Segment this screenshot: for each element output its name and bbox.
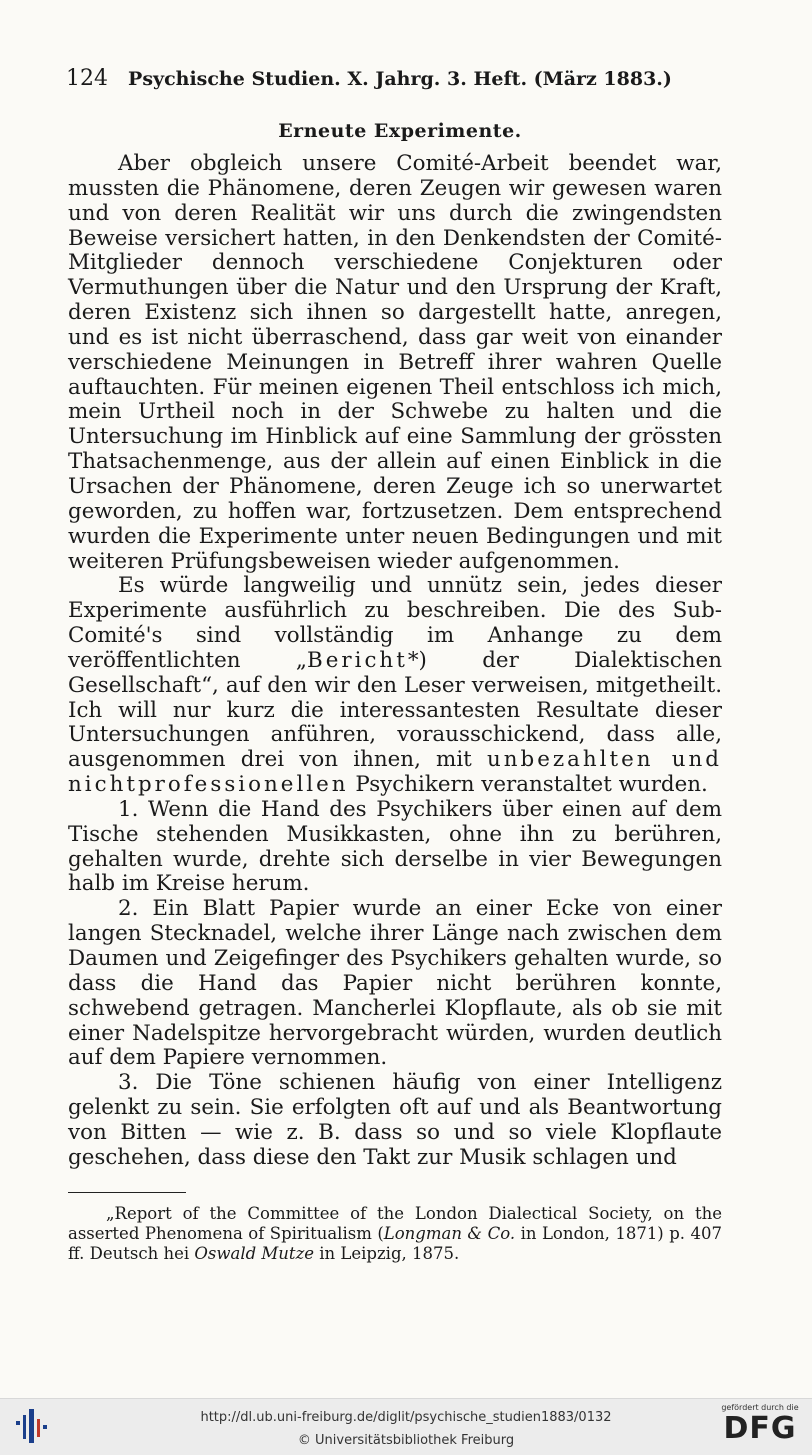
footnote: [68, 1204, 722, 1264]
running-title: Psychische Studien. X. Jahrg. 3. Heft. (März 1883.): [128, 68, 672, 90]
text-run: Es würde langweilig und unnütz sein, jedes dieser Experimente ausführlich zu beschreiben. Die des Sub-Comité's sind vollständig im Anhange zu dem veröffentlichten „: [68, 573, 722, 673]
paragraph: 1. Wenn die Hand des Psychikers über einen auf dem Tische stehenden Musikkasten, ohne ihn zu berühren, gehalten wurde, drehte sich derselbe in vier Bewegungen halb im Kreise herum.: [68, 796, 722, 897]
dfg-logo: [716, 1403, 804, 1446]
paragraph: 3. Die Töne schienen häufig von einer Intelligenz gelenkt zu sein. Sie erfolgten oft auf und als Beantwortung von Bitten — wie z. B. dass so und so viele Klopflaute geschehen, dass diese den Takt zur Musik schlagen und: [68, 1070, 722, 1170]
footnote-paragraph: [68, 1204, 722, 1264]
running-header: [66, 66, 722, 91]
dfg-wordmark: DFG: [723, 1411, 797, 1446]
paragraph: [68, 574, 722, 798]
section-heading: Erneute Experimente.: [278, 120, 522, 142]
body-text: [68, 152, 722, 1171]
text-run: in London, 1871) p. 407 ff. Deutsch hei: [68, 1224, 722, 1263]
text-run: in Leipzig, 1875.: [314, 1244, 460, 1263]
footnote-rule: [68, 1192, 186, 1193]
publisher-name: Longman & Co.: [383, 1224, 516, 1243]
paragraph: Aber obgleich unsere Comité-Arbeit beendet war, mussten die Phänomene, deren Zeugen wir gewesen waren und von deren Realität wir uns durch die zwingendsten Beweise versichert hatten, in den Denkendsten der Comité-Mitglieder dennoch verschiedene Conjekturen oder Vermuthungen über die Natur und den Ursprung der Kraft, deren Existenz sich ihnen so dargestellt hatte, anregen, und es ist nicht überraschend, dass gar weit von einander verschiedene Meinungen in Betreff ihrer wahren Quelle auftauchten. Für meinen eigenen Theil entschloss ich mich, mein Urtheil noch in der Schwebe zu halten und die Untersuchung im Hinblick auf eine Sammlung der grössten Thatsachenmenge, aus der allein auf einen Einblick in die Ursachen der Phänomene, deren Zeuge ich so unerwartet geworden, zu hoffen war, fortzusetzen. Dem entsprechend wurden die Experimente unter neuen Bedingungen und mit weiteren Prüfungsbeweisen wieder aufgenommen.: [68, 151, 722, 574]
funded-by-label: gefördert durch die: [721, 1403, 799, 1412]
document-url[interactable]: http://dl.ub.uni-freiburg.de/diglit/psychische_studien1883/0132: [200, 1410, 612, 1425]
viewer-footer: [0, 1398, 812, 1455]
text-run: Psychikern veranstaltet wurden.: [355, 772, 708, 798]
paragraph: 2. Ein Blatt Papier wurde an einer Ecke von einer langen Stecknadel, welche ihrer Länge nach zwischen dem Daumen und Zeigefinger des Psychikers gehalten wurde, so dass die Hand das Papier nicht berühren konnte, schwebend getragen. Mancherlei Klopflaute, als ob sie mit einer Nadelspitze hervorgebracht würden, wurden deutlich auf dem Papiere vernommen.: [68, 896, 722, 1071]
text-run: *) der Dialektischen Gesellschaft“, auf den wir den Leser verweisen, mitgetheilt. Ich will nur kurz die interessantesten Resultate dieser Untersuchungen anführen, vorausschickend, dass alle, ausgenommen drei von ihnen, mit: [68, 647, 722, 773]
page-number: 124: [66, 66, 108, 91]
spaced-text: unbezahlten und nichtprofessionellen: [68, 747, 722, 798]
copyright-notice: © Universitätsbibliothek Freiburg: [297, 1433, 515, 1448]
text-run: „Report of the Committee of the London Dialectical Society, on the asserted Phenomena of Spiritualism (: [68, 1204, 722, 1243]
spaced-text: Bericht: [307, 647, 408, 673]
translator-name: Oswald Mutze: [194, 1244, 315, 1263]
